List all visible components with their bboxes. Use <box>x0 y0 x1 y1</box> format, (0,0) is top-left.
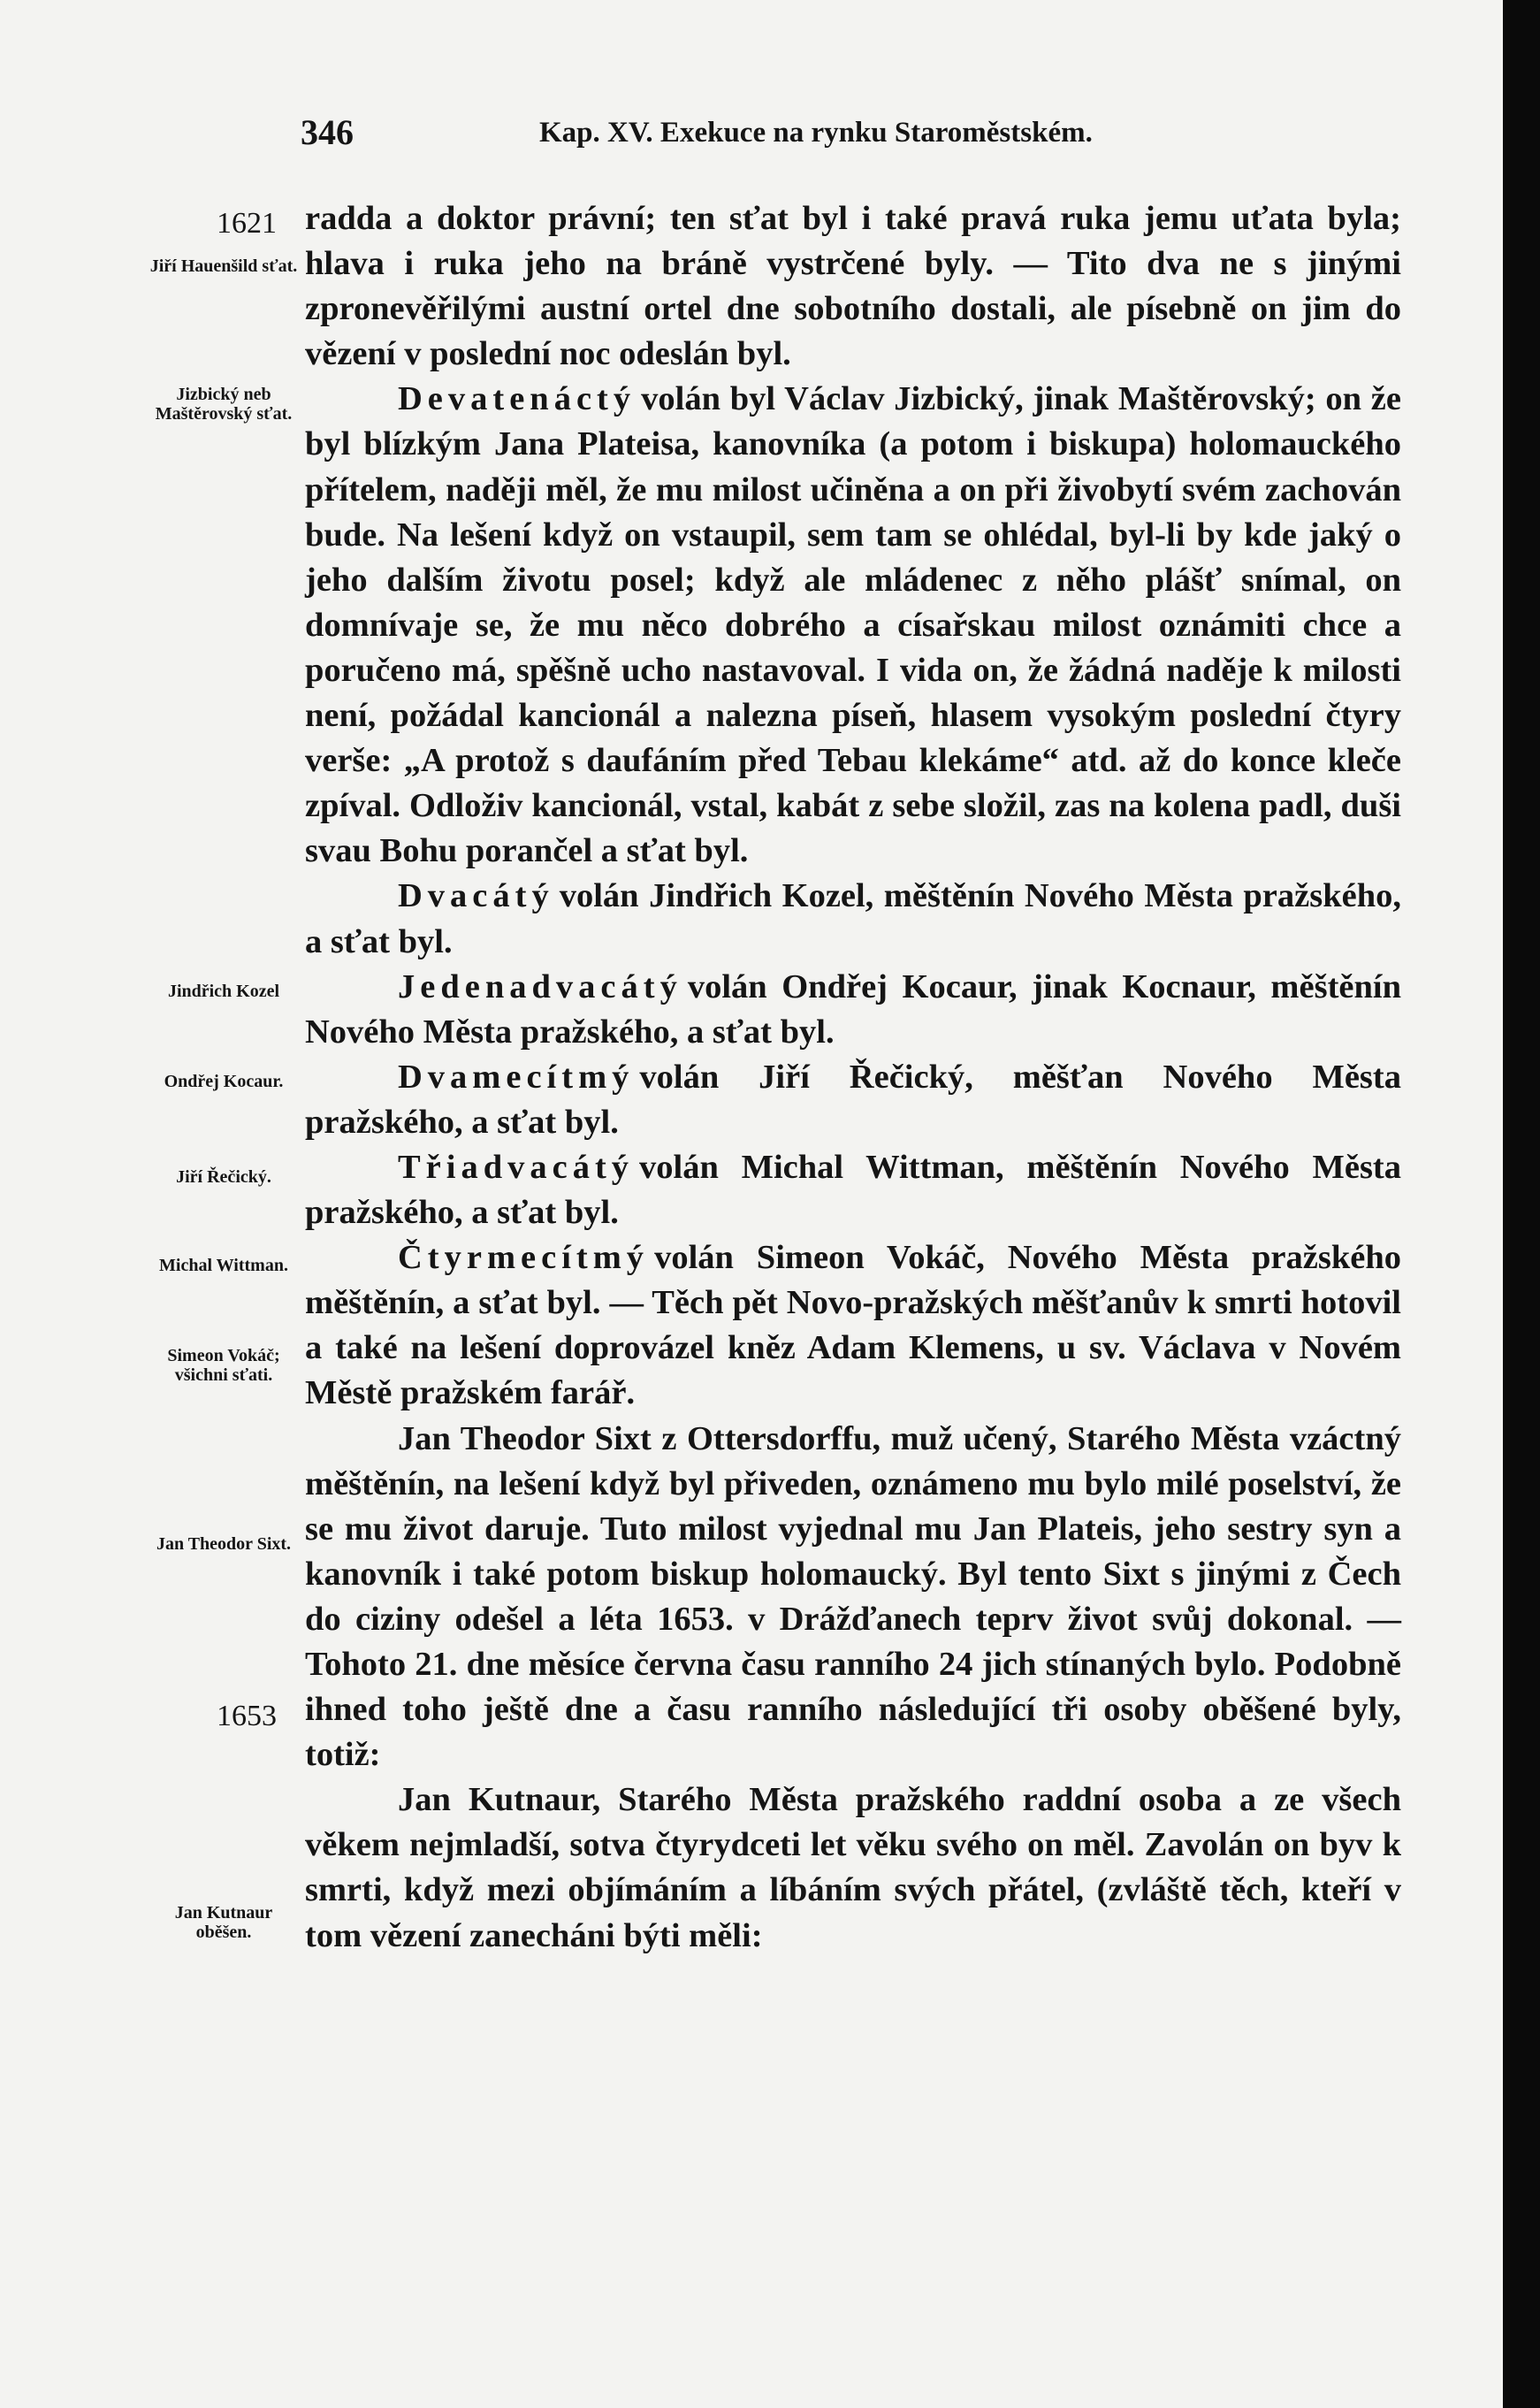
margin-note-year: 1653 <box>217 1700 277 1732</box>
margin-note: Ondřej Kocaur. <box>164 1072 284 1091</box>
body-text <box>305 196 1401 1959</box>
paragraph: Dvacátý volán Jindřich Kozel, měštěnín Nového Města pražského, a sťat byl. <box>305 877 1401 960</box>
paragraph: Devatenáctý volán byl Václav Jizbický, jinak Maštěrovský; on že byl blízkým Jana Plateisa, kanovníka (a potom i biskupa) holomauckého přítelem, naději měl, že mu milost učiněna a on při živobytí svém zachován bude. Na lešení když on vstaupil, sem tam se ohlédal, byl-li by kde jaký o jeho dalším životu posel; když ale mládenec z něho plášť snímal, on domnívaje se, že mu něco dobrého a císařskau milost oznámiti chce a poručeno má, spěšně ucho nastavoval. I vida on, že žádná naděje k milosti není, požádal kancionál a nalezna píseň, hlasem vysokým poslední čtyry verše: „A protož s daufáním před Tebau klekáme“ atd. až do konce kleče zpíval. Odloživ kancionál, vstal, kabát z sebe složil, zas na kolena padl, duši svau Bohu porančel a sťat byl. <box>305 380 1401 870</box>
paragraph: Třiadvacátý volán Michal Wittman, měštěnín Nového Města pražského, a sťat byl. <box>305 1148 1401 1232</box>
running-head: Kap. XV. Exekuce na rynku Staroměstském. <box>539 117 1093 149</box>
page-number: 346 <box>301 112 354 152</box>
paragraph: Čtyrmecítmý volán Simeon Vokáč, Nového Města pražského měštěnín, a sťat byl. — Těch pět Novo-pražských měšťanův k smrti hotovil a také na lešení doprovázel kněz Adam Klemens, u sv. Václava v Novém Městě pražském farář. <box>305 1239 1401 1412</box>
margin-note: Jiří Hauenšild sťat. <box>149 256 298 276</box>
margin-note: Michal Wittman. <box>159 1256 288 1275</box>
paragraph: Jedenadvacátý volán Ondřej Kocaur, jinak Kocnaur, měštěnín Nového Města pražského, a sťat byl. <box>305 967 1401 1051</box>
margin-note-year: 1621 <box>217 207 277 240</box>
margin-note: Simeon Vokáč; všichni sťati. <box>167 1346 280 1385</box>
paragraph: radda a doktor právní; ten sťat byl i také pravá ruka jemu uťata byla; hlava i ruka jeho na bráně vystrčené byly. — Tito dva ne s jinými zpronevěřilými austní ortel dne sobotního dostali, ale písebně on jim do vězení v poslední noc odeslán byl. <box>305 200 1401 373</box>
margin-note: Jan Kutnaur oběšen. <box>174 1903 273 1942</box>
page-header <box>301 104 1406 157</box>
paragraph: Jan Kutnaur, Starého Města pražského raddní osoba a ze všech věkem nejmladší, sotva čtyrydceti let věku svého on měl. Zavolán on byv k smrti, když mezi objímáním a líbáním svých přátel, (zvláště těch, kteří v tom vězení zanecháni býti měli: <box>305 1781 1401 1954</box>
paragraph: Dvamecítmý volán Jiří Řečický, měšťan Nového Města pražského, a sťat byl. <box>305 1058 1401 1141</box>
paragraph: Jan Theodor Sixt z Ottersdorffu, muž učený, Starého Města vzáctný měštěnín, na lešení když byl přiveden, oznámeno mu bylo milé poselství, že se mu život daruje. Tuto milost vyjednal mu Jan Plateis, jeho sestry syn a kanovník i také potom biskup holomaucký. Byl tento Sixt s jinými z Čech do ciziny odešel a léta 1653. v Drážďanech teprv život svůj dokonal. — Tohoto 21. dne měsíce června času ranního 24 jich stínaných bylo. Podobně ihned toho ještě dne a času ranního následující tři osoby oběšené byly, totiž: <box>305 1419 1401 1774</box>
margin-note: Jindřich Kozel <box>167 982 280 1001</box>
margin-note: Jizbický neb Maštěrovský sťat. <box>155 385 293 424</box>
margin-note: Jan Theodor Sixt. <box>156 1534 292 1554</box>
margin-note: Jiří Řečický. <box>176 1167 271 1187</box>
